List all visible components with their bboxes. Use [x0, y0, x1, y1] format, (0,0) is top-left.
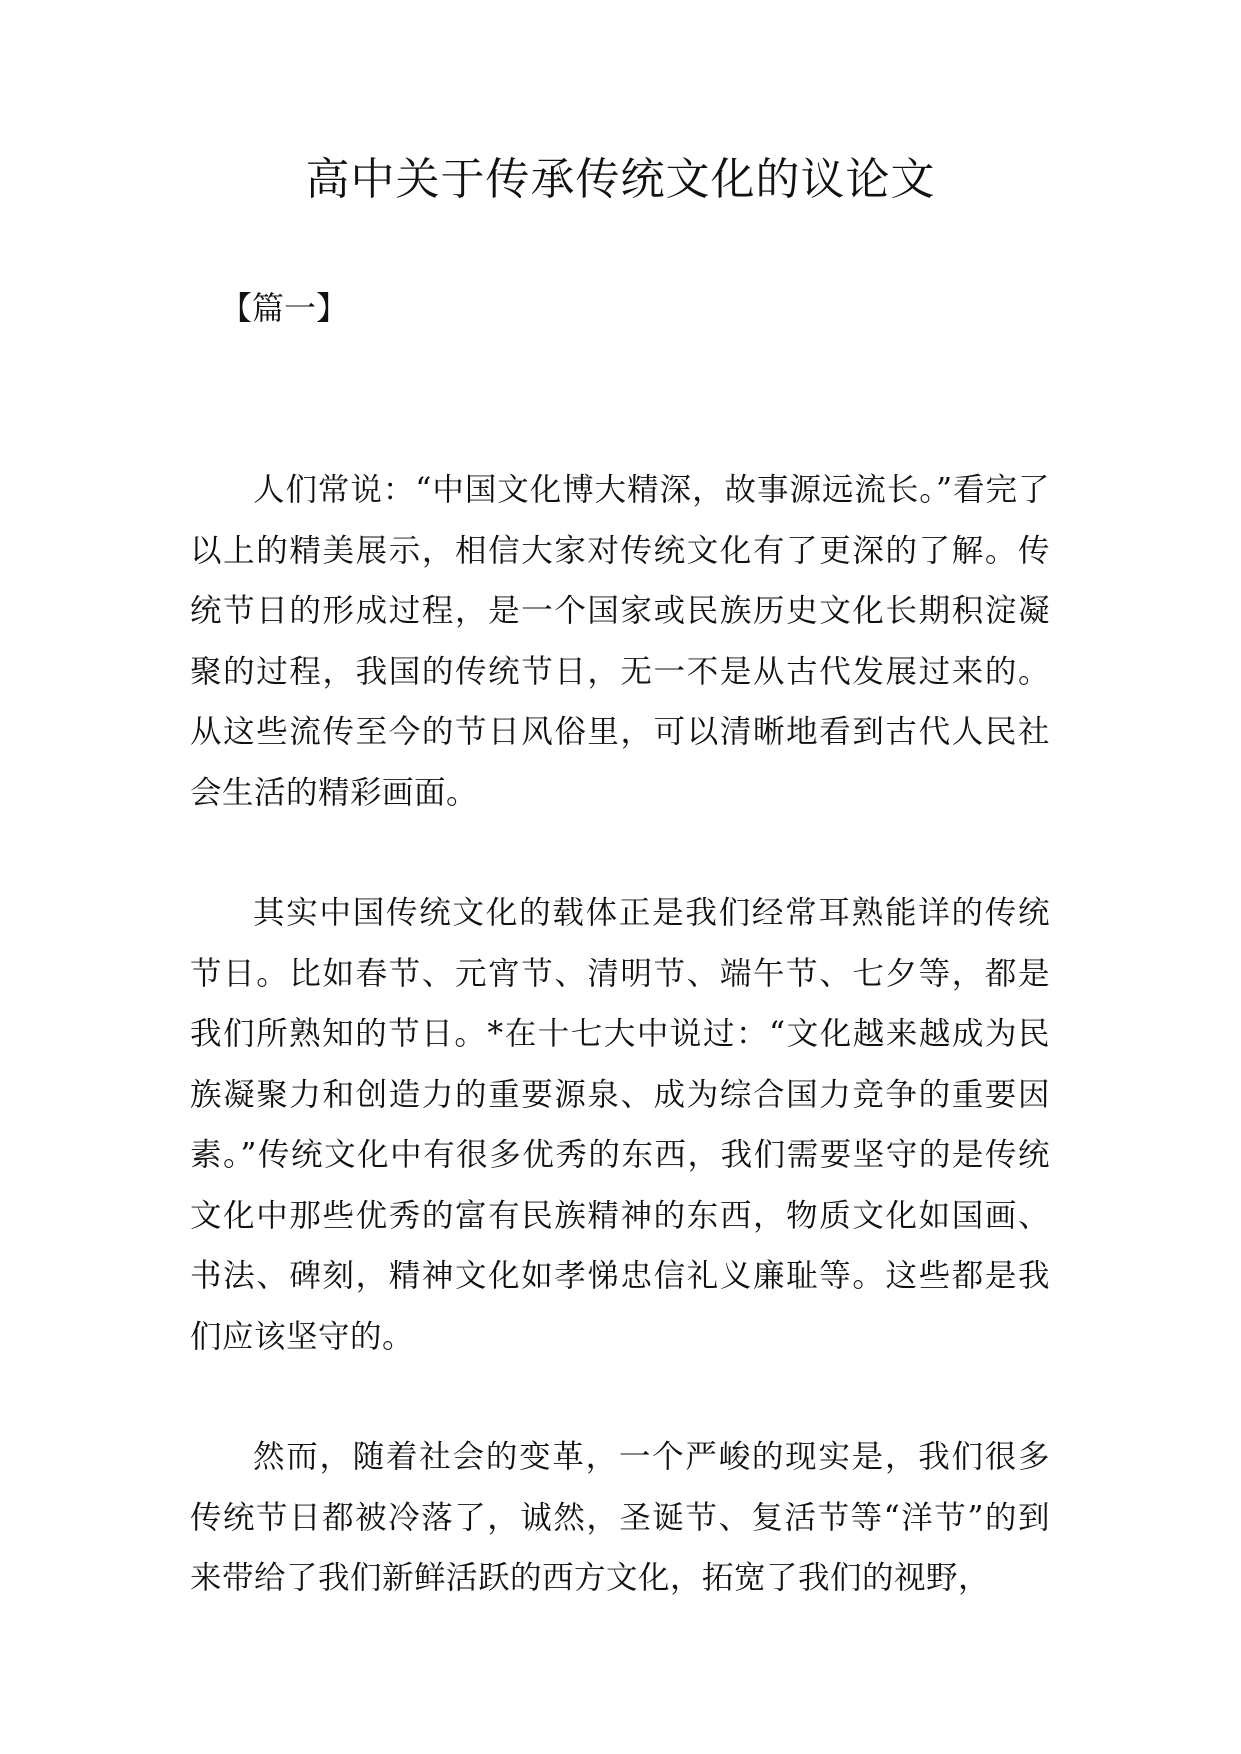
paragraph-2: 其实中国传统文化的载体正是我们经常耳熟能详的传统节日。比如春节、元宵节、清明节、端午节、七夕等，都是我们所熟知的节日。*在十七大中说过：“文化越来越成为民族凝聚力和创造力的重要源泉、成为综合国力竞争的重要因素。”传统文化中有很多优秀的东西，我们需要坚守的是传统文化中那些优秀的富有民族精神的东西，物质文化如国画、书法、碑刻，精神文化如孝悌忠信礼义廉耻等。这些都是我们应该坚守的。	[190, 895, 1050, 1355]
section-label: 【篇一】	[220, 289, 349, 327]
paragraph-1: 人们常说：“中国文化博大精深，故事源远流长。”看完了以上的精美展示，相信大家对传统文化有了更深的了解。传统节日的形成过程，是一个国家或民族历史文化长期积淀凝聚的过程，我国的传统节日，无一不是从古代发展过来的。从这些流传至今的节日风俗里，可以清晰地看到古代人民社会生活的精彩画面。	[190, 472, 1050, 811]
document-body	[190, 460, 1050, 1669]
paragraph-3: 然而，随着社会的变革，一个严峻的现实是，我们很多传统节日都被冷落了，诚然，圣诞节、复活节等“洋节”的到来带给了我们新鲜活跃的西方文化，拓宽了我们的视野，	[190, 1439, 1050, 1596]
document-title: 高中关于传承传统文化的议论文	[305, 154, 936, 205]
